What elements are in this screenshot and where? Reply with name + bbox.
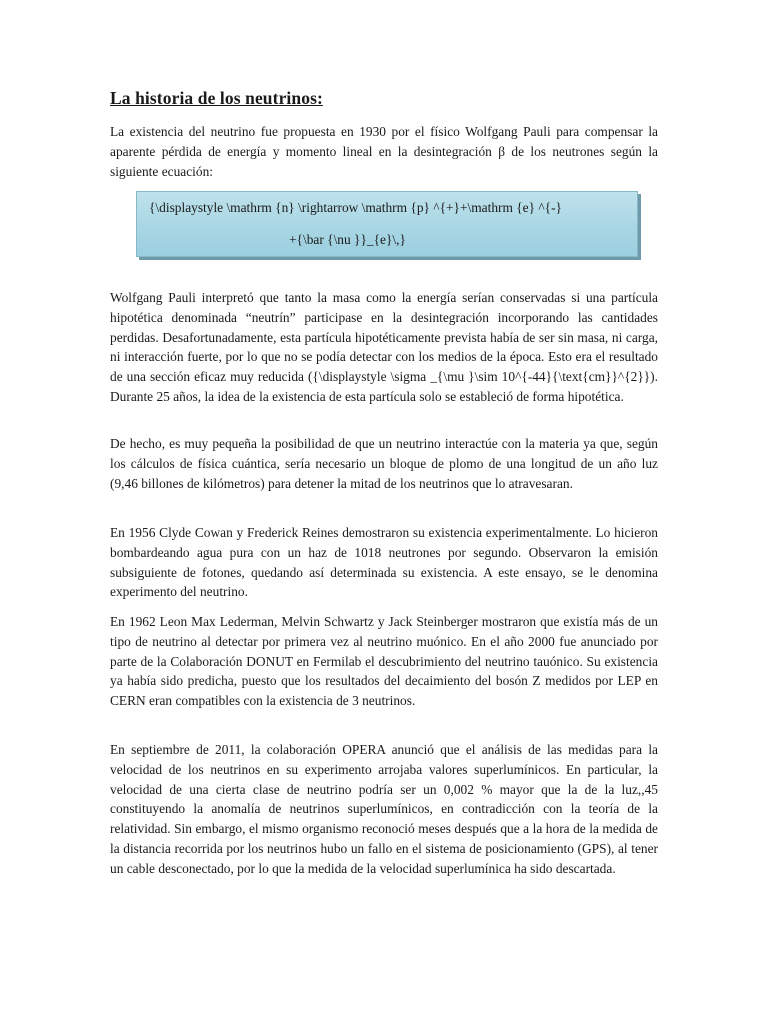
equation-line-2: +{\bar {\nu }}_{e}\,} (289, 232, 406, 247)
paragraph-cowan-reines: En 1956 Clyde Cowan y Frederick Reines demostraron su existencia experimentalmente. Lo hicieron bombardeando agua pura con un haz de 1018 neutrones por segundo. Observaron la emisión subsiguiente de fotones, quedando así determinada su existencia. A este ensayo, se le denomina experimento del neutrino. (110, 525, 658, 600)
intro-paragraph: La existencia del neutrino fue propuesta en 1930 por el físico Wolfgang Pauli para compensar la aparente pérdida de energía y momento lineal en la desintegración β de los neutrones según la siguiente ecuación: (110, 124, 658, 179)
paragraph-plomo: De hecho, es muy pequeña la posibilidad de que un neutrino interactúe con la materia ya que, según los cálculos de física cuántica, sería necesario un bloque de plomo de una longitud de un año luz (9,46 billones de kilómetros) para detener la mitad de los neutrinos que lo atravesaran. (110, 436, 658, 491)
equation-box (136, 191, 638, 257)
paragraph-lederman: En 1962 Leon Max Lederman, Melvin Schwartz y Jack Steinberger mostraron que existía más de un tipo de neutrino al detectar por primera vez al neutrino muónico. En el año 2000 fue anunciado por parte de la Colaboración DONUT en Fermilab el descubrimiento del neutrino tauónico. Su existencia ya había sido predicha, puesto que los resultados del decaimiento del bosón Z medidos por LEP en CERN eran compatibles con la existencia de 3 neutrinos. (110, 614, 658, 709)
document-title: La historia de los neutrinos: (110, 88, 323, 108)
paragraph-opera: En septiembre de 2011, la colaboración OPERA anunció que el análisis de las medidas para la velocidad de los neutrinos en su experimento arrojaba valores superlumínicos. En particular, la velocidad de una cierta clase de neutrino podría ser un 0,002 % mayor que la de la luz,,45 constituyendo la anomalía de neutrinos superlumínicos, en contradicción con la teoría de la relatividad. Sin embargo, el mismo organismo reconoció meses después que a la hora de la medida de la distancia recorrida por los neutrinos hubo un fallo en el sistema de posicionamiento (GPS), al tener un cable desconectado, por lo que la medida de la velocidad superlumínica ha sido descartada. (110, 742, 658, 876)
paragraph-pauli: Wolfgang Pauli interpretó que tanto la masa como la energía serían conservadas si una partícula hipotética denominada “neutrín” participase en la desintegración incorporando las cantidades perdidas. Desafortunadamente, esta partícula hipotéticamente prevista había de ser sin masa, ni carga, ni interacción fuerte, por lo que no se podía detectar con los medios de la época. Esto era el resultado de una sección eficaz muy reducida ({\displaystyle \sigma _{\mu }\sim 10^{-44}{\text{cm}}^{2}}). Durante 25 años, la idea de la existencia de esta partícula solo se estableció de forma hipotética. (110, 290, 658, 404)
equation-line-1: {\displaystyle \mathrm {n} \rightarrow \mathrm {p} ^{+}+\mathrm {e} ^{-} (149, 200, 562, 215)
